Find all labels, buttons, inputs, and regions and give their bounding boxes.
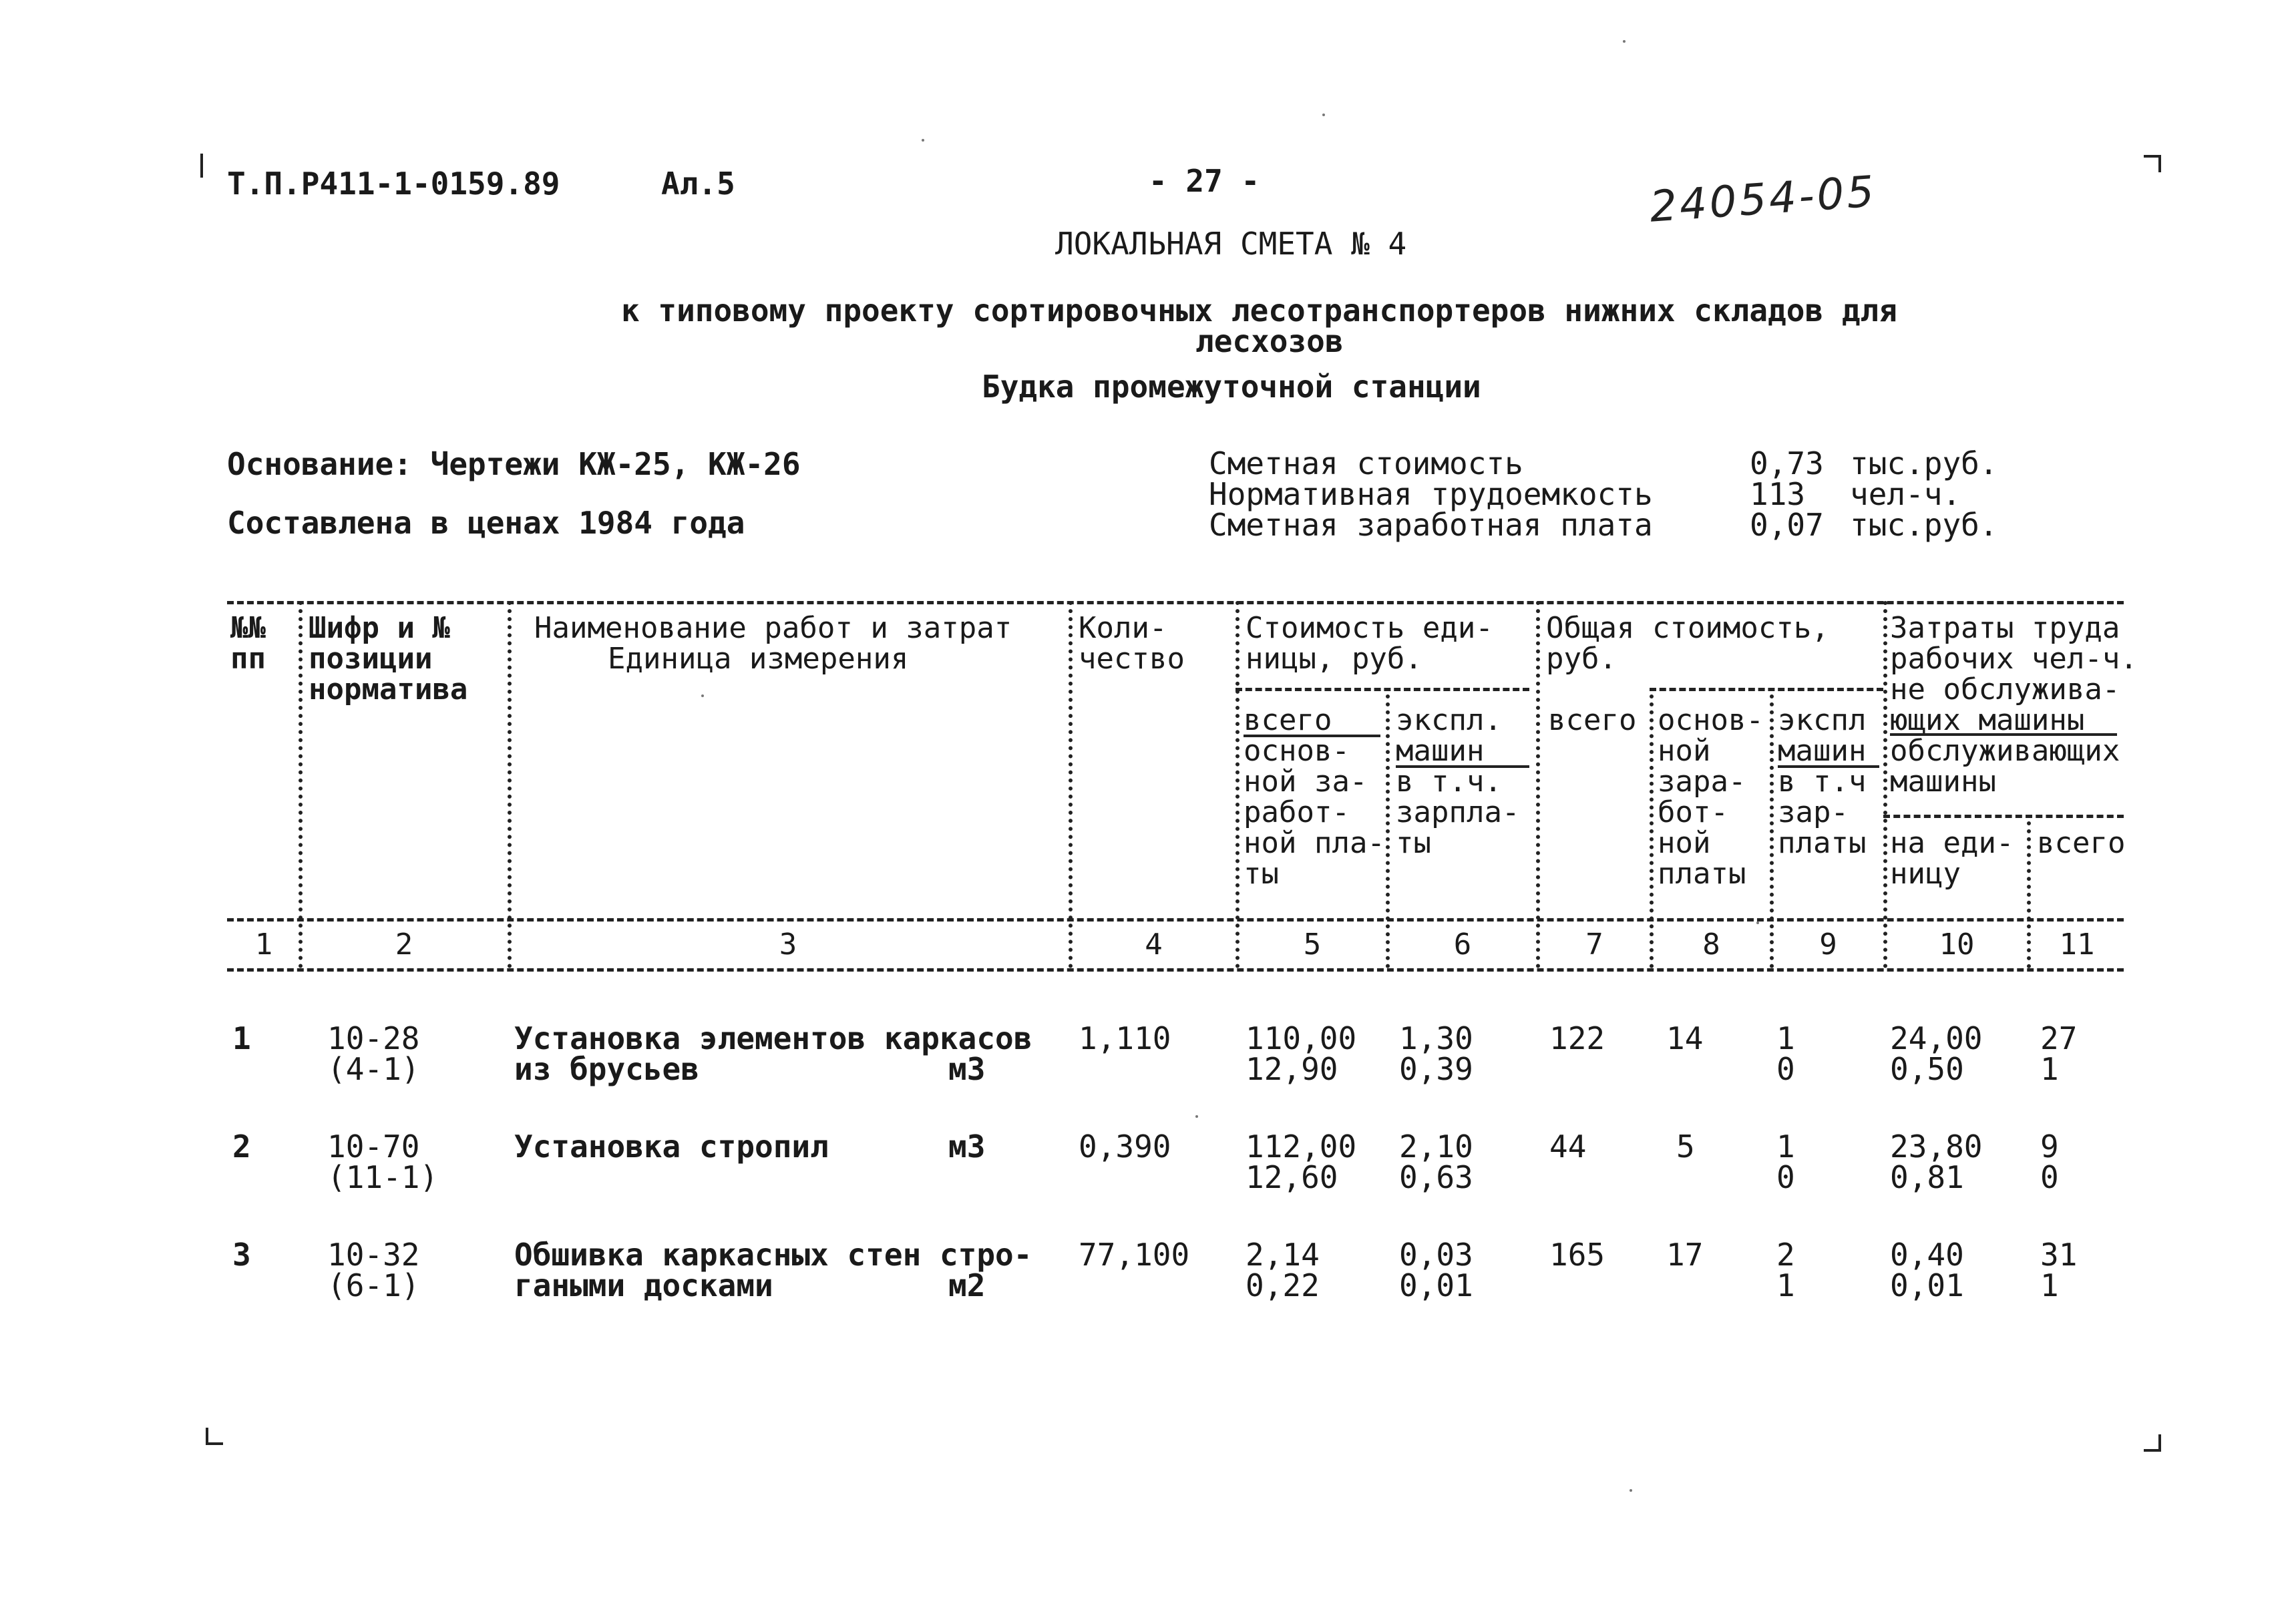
row1-total: 122 xyxy=(1549,1020,1605,1056)
row3-name-2: гаными досками xyxy=(514,1267,773,1303)
hdr-c2-l2: позиции xyxy=(309,642,433,676)
hdr-c2-l1: Шифр и № xyxy=(309,611,450,645)
rule-total-split xyxy=(1650,688,1883,691)
row1-unit: м3 xyxy=(948,1051,986,1087)
scan-speck xyxy=(1195,1115,1198,1118)
row3-unit-cost-1: 2,14 xyxy=(1246,1237,1320,1273)
colnum-5: 5 xyxy=(1303,928,1322,962)
hdr-c1-l1: №№ xyxy=(230,611,266,645)
document-title: ЛОКАЛЬНАЯ СМЕТА № 4 xyxy=(1055,226,1407,262)
hdr-c5-l5: ной пла- xyxy=(1244,826,1385,860)
row3-labor-total-2: 1 xyxy=(2040,1267,2059,1303)
row2-labor-unit-2: 0,81 xyxy=(1890,1159,1964,1195)
vline-5 xyxy=(1386,694,1390,968)
hdr-c7-l1: всего xyxy=(1548,703,1637,737)
hdr-c789-l1: Общая стоимость, xyxy=(1546,611,1829,645)
hdr-c8-l5: ной xyxy=(1658,826,1711,860)
crop-mark-top-left xyxy=(200,154,218,178)
hdr-c8-l4: бот- xyxy=(1658,795,1728,829)
row2-name-1: Установка стропил xyxy=(514,1129,829,1165)
row1-code-1: 10-28 xyxy=(327,1020,420,1056)
row2-labor-unit-1: 23,80 xyxy=(1890,1129,1983,1165)
scan-speck xyxy=(1623,40,1626,43)
basis-text: Основание: Чертежи КЖ-25, КЖ-26 xyxy=(227,446,801,482)
row1-total-wages: 14 xyxy=(1666,1020,1704,1056)
summary-label-cost: Сметная стоимость xyxy=(1209,445,1523,481)
colnum-9: 9 xyxy=(1819,928,1837,962)
hdr-c1011-l5: обслуживающих xyxy=(1890,734,2120,768)
scan-speck xyxy=(1322,114,1325,116)
object-name: Будка промежуточной станции xyxy=(982,369,1481,405)
scan-speck xyxy=(701,694,704,697)
row3-total-wages: 17 xyxy=(1666,1237,1704,1273)
row3-code-2: (6-1) xyxy=(327,1267,420,1303)
hdr-c3-l1: Наименование работ и затрат xyxy=(534,611,1012,645)
row2-unit-cost-1: 112,00 xyxy=(1246,1129,1357,1165)
hdr-c2-l3: норматива xyxy=(309,672,468,706)
hdr-c1011-l6: машины xyxy=(1890,765,1996,799)
colnum-3: 3 xyxy=(779,928,797,962)
summary-unit-labor: чел-ч. xyxy=(1850,476,1961,512)
hdr-c8-l1: основ- xyxy=(1658,703,1764,737)
album-number: Ал.5 xyxy=(661,166,735,202)
row3-name-1: Обшивка каркасных стен стро- xyxy=(514,1237,1032,1273)
row3-total: 165 xyxy=(1549,1237,1605,1273)
scan-speck xyxy=(922,139,924,142)
subtitle-line-2: лесхозов xyxy=(1195,323,1344,359)
row1-no: 1 xyxy=(232,1020,251,1056)
row3-machine-2: 0,01 xyxy=(1399,1267,1473,1303)
row1-labor-unit-2: 0,50 xyxy=(1890,1051,1964,1087)
row1-labor-unit-1: 24,00 xyxy=(1890,1020,1983,1056)
scan-speck xyxy=(1630,1489,1632,1492)
row3-labor-total-1: 31 xyxy=(2040,1237,2078,1273)
hdr-c1011-l3: не обслужива- xyxy=(1890,672,2120,706)
row3-no: 3 xyxy=(232,1237,251,1273)
hdr-c789-l2: руб. xyxy=(1546,642,1617,676)
summary-label-labor: Нормативная трудоемкость xyxy=(1209,476,1653,512)
row1-machine-2: 0,39 xyxy=(1399,1051,1473,1087)
hdr-c6-l3: в т.ч. xyxy=(1396,765,1502,799)
row2-code-2: (11-1) xyxy=(327,1159,439,1195)
row1-name-2: из брусьев xyxy=(514,1051,699,1087)
row3-unit: м2 xyxy=(948,1267,986,1303)
row1-labor-total-2: 1 xyxy=(2040,1051,2059,1087)
subtitle-line-1: к типовому проекту сортировочных лесотранспортеров нижних складов для xyxy=(621,292,1897,329)
page-number: - 27 - xyxy=(1149,163,1260,199)
colnum-6: 6 xyxy=(1453,928,1472,962)
summary-unit-wages: тыс.руб. xyxy=(1850,507,1998,543)
row2-no: 2 xyxy=(232,1129,251,1165)
doc-code: Т.П.Р411-1-0159.89 xyxy=(227,166,560,202)
summary-value-cost: 0,73 xyxy=(1750,445,1824,481)
colnum-7: 7 xyxy=(1585,928,1603,962)
hdr-c1011-l1: Затраты труда xyxy=(1890,611,2120,645)
crop-mark-bottom-left xyxy=(206,1428,223,1445)
row2-labor-total-2: 0 xyxy=(2040,1159,2059,1195)
colnum-2: 2 xyxy=(395,928,413,962)
summary-label-wages: Сметная заработная плата xyxy=(1209,507,1653,543)
colnum-4: 4 xyxy=(1145,928,1163,962)
row3-total-machine-1: 2 xyxy=(1776,1237,1795,1273)
row3-total-machine-2: 1 xyxy=(1776,1267,1795,1303)
hdr-c56-l1: Стоимость еди- xyxy=(1246,611,1493,645)
hdr-c1011-l4: ющих машины xyxy=(1890,703,2085,737)
rule-labor-split xyxy=(1883,815,2124,818)
scan-speck xyxy=(1756,922,1759,924)
row1-name-1: Установка элементов каркасов xyxy=(514,1020,1032,1056)
hdr-c10-l2: ницу xyxy=(1890,857,1961,891)
vline-6 xyxy=(1536,601,1540,968)
hdr-c9-l1: экспл xyxy=(1778,703,1867,737)
row2-total-machine-2: 0 xyxy=(1776,1159,1795,1195)
row2-qty: 0,390 xyxy=(1079,1129,1171,1165)
rule-unit-cost-split xyxy=(1235,688,1529,691)
row3-labor-unit-2: 0,01 xyxy=(1890,1267,1964,1303)
vline-4 xyxy=(1235,601,1239,968)
hdr-c56-l2: ницы, руб. xyxy=(1246,642,1422,676)
vline-10 xyxy=(2027,821,2031,968)
row2-machine-1: 2,10 xyxy=(1399,1129,1473,1165)
hdr-c1011-l2: рабочих чел-ч. xyxy=(1890,642,2138,676)
hdr-c5-l6: ты xyxy=(1244,857,1279,891)
row1-total-machine-1: 1 xyxy=(1776,1020,1795,1056)
crop-mark-bottom-right xyxy=(2144,1434,2161,1452)
hdr-c1-l2: пп xyxy=(230,642,266,676)
vline-9 xyxy=(1883,601,1887,968)
row2-code-1: 10-70 xyxy=(327,1129,420,1165)
row2-unit-cost-2: 12,60 xyxy=(1246,1159,1338,1195)
hdr-c10-l1: на еди- xyxy=(1890,826,2014,860)
row1-total-machine-2: 0 xyxy=(1776,1051,1795,1087)
summary-value-wages: 0,07 xyxy=(1750,507,1824,543)
colnum-10: 10 xyxy=(1939,928,1975,962)
row2-unit: м3 xyxy=(948,1129,986,1165)
vline-1 xyxy=(299,601,303,968)
row1-code-2: (4-1) xyxy=(327,1051,420,1087)
table-top-rule xyxy=(227,601,2124,604)
hdr-c9-l4: зар- xyxy=(1778,795,1849,829)
hdr-c5-l4: работ- xyxy=(1244,795,1350,829)
row3-labor-unit-1: 0,40 xyxy=(1890,1237,1964,1273)
hdr-c9-l3: в т.ч xyxy=(1778,765,1867,799)
row3-qty: 77,100 xyxy=(1079,1237,1190,1273)
hdr-c11-l1: всего xyxy=(2037,826,2126,860)
hdr-c3-l2: Единица измерения xyxy=(608,642,909,676)
row1-labor-total-1: 27 xyxy=(2040,1020,2078,1056)
hdr-c5-l3: ной за- xyxy=(1244,765,1368,799)
summary-value-labor: 113 xyxy=(1750,476,1806,512)
hdr-c4-l2: чество xyxy=(1079,642,1185,676)
hdr-c8-l3: зара- xyxy=(1658,765,1746,799)
hdr-c8-l2: ной xyxy=(1658,734,1711,768)
row2-total-wages: 5 xyxy=(1676,1129,1695,1165)
crop-mark-top-right xyxy=(2144,155,2161,172)
hdr-c5-l1: всего xyxy=(1244,703,1332,737)
row1-unit-cost-1: 110,00 xyxy=(1246,1020,1357,1056)
colnum-8: 8 xyxy=(1702,928,1720,962)
rule-numbers-bottom xyxy=(227,968,2124,972)
row2-machine-2: 0,63 xyxy=(1399,1159,1473,1195)
summary-unit-cost: тыс.руб. xyxy=(1850,445,1998,481)
row3-machine-1: 0,03 xyxy=(1399,1237,1473,1273)
handwritten-number: 24054-05 xyxy=(1648,167,1879,232)
row2-total: 44 xyxy=(1549,1129,1587,1165)
hdr-c9-l2: машин xyxy=(1778,734,1867,768)
vline-2 xyxy=(508,601,512,968)
row2-labor-total-1: 9 xyxy=(2040,1129,2059,1165)
rule-numbers-top xyxy=(227,918,2124,922)
row1-machine-1: 1,30 xyxy=(1399,1020,1473,1056)
hdr-c9-l5: платы xyxy=(1778,826,1867,860)
row3-code-1: 10-32 xyxy=(327,1237,420,1273)
hdr-c5-l2: основ- xyxy=(1244,734,1350,768)
hdr-c6-l2: машин xyxy=(1396,734,1485,768)
row2-total-machine-1: 1 xyxy=(1776,1129,1795,1165)
hdr-c6-l4: зарпла- xyxy=(1396,795,1520,829)
vline-7 xyxy=(1650,694,1654,968)
hdr-c6-l1: экспл. xyxy=(1396,703,1502,737)
hdr-c8-l6: платы xyxy=(1658,857,1746,891)
vline-8 xyxy=(1770,694,1774,968)
row1-qty: 1,110 xyxy=(1079,1020,1171,1056)
colnum-1: 1 xyxy=(254,928,273,962)
vline-3 xyxy=(1069,601,1073,968)
hdr-c4-l1: Коли- xyxy=(1079,611,1167,645)
prices-text: Составлена в ценах 1984 года xyxy=(227,505,745,541)
row1-unit-cost-2: 12,90 xyxy=(1246,1051,1338,1087)
hdr-c6-l5: ты xyxy=(1396,826,1431,860)
row3-unit-cost-2: 0,22 xyxy=(1246,1267,1320,1303)
colnum-11: 11 xyxy=(2059,928,2095,962)
